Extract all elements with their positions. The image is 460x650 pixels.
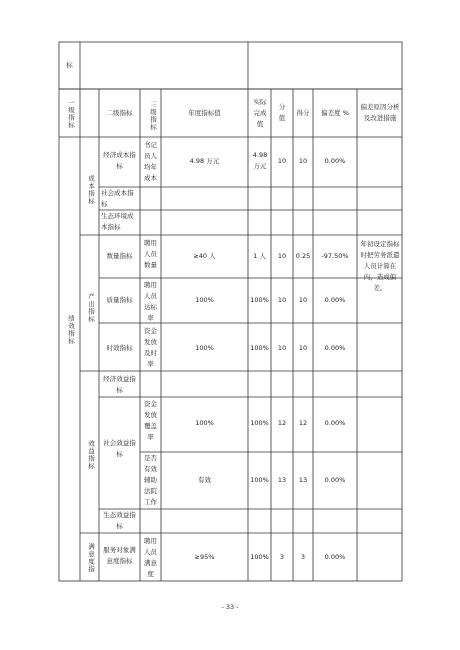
header-level2: 二级指标 xyxy=(106,109,133,117)
row-quality-score: 10 xyxy=(298,296,308,304)
row-timeliness-deviation: 0.00% xyxy=(324,344,346,352)
row-economic-cost-level3: 书记员人均年成本 xyxy=(144,141,157,182)
row-assist-score: 13 xyxy=(298,476,308,484)
row-economic-cost-score: 10 xyxy=(298,157,308,165)
row-economic-cost-deviation: 0.00% xyxy=(324,157,346,165)
row-economic-cost-actual: 4.98 万元 xyxy=(252,151,268,170)
row-assist-weight: 13 xyxy=(277,476,287,484)
group-satisfaction: 满意度指 xyxy=(87,543,95,573)
header-score: 得分 xyxy=(296,109,310,117)
row-satisfaction-score: 3 xyxy=(300,553,306,561)
row-economic-cost-level2: 经济成本指标 xyxy=(103,151,136,170)
row-assist-actual: 100% xyxy=(250,476,269,484)
row-social-benefit-level2: 社会效益指标 xyxy=(103,439,136,458)
header-level1: 一级指标 xyxy=(67,99,75,129)
row-quantity-actual: 1 人 xyxy=(253,252,266,260)
row-satisfaction-actual: 100% xyxy=(250,553,269,561)
group-benefit: 效益指标 xyxy=(87,440,95,470)
top-row-label: 标 xyxy=(66,61,73,69)
row-quality-deviation: 0.00% xyxy=(324,296,346,304)
header-actual: 实际完成值 xyxy=(253,98,267,128)
row-quantity-reason: 年初设定指标时把劳务派遣人员计算在内，造成偏差。 xyxy=(360,240,400,292)
row-quality-level3: 聘用人员达标率 xyxy=(144,281,157,322)
row-quality-target: 100% xyxy=(195,296,214,304)
page-number: - 33 - xyxy=(221,603,239,611)
header-deviation: 偏差度 % xyxy=(321,109,349,117)
group-output: 产出指标 xyxy=(87,293,95,323)
row-coverage-actual: 100% xyxy=(250,419,269,427)
row-social-cost-level2: 社会成本指标 xyxy=(101,189,134,208)
row-satisfaction-level3: 聘用人员满意度 xyxy=(144,537,157,578)
row-timeliness-target: 100% xyxy=(195,344,214,352)
row-coverage-weight: 12 xyxy=(277,419,287,427)
row-assist-deviation: 0.00% xyxy=(324,476,346,484)
row-coverage-deviation: 0.00% xyxy=(324,419,346,427)
header-weight: 分值 xyxy=(278,103,286,122)
row-satisfaction-level2: 服务对象满意度指标 xyxy=(103,546,136,565)
row-economic-benefit-level2: 经济效益指标 xyxy=(103,375,136,394)
row-timeliness-actual: 100% xyxy=(250,344,269,352)
row-satisfaction-weight: 3 xyxy=(279,553,285,561)
row-economic-cost-weight: 10 xyxy=(277,157,287,165)
row-coverage-target: 100% xyxy=(195,419,214,427)
performance-label: 绩效指标 xyxy=(67,315,75,345)
header-reason: 偏差原因分析及改进措施 xyxy=(360,103,400,122)
row-quantity-deviation: -97.50% xyxy=(321,252,349,260)
row-timeliness-level2: 时效指标 xyxy=(106,344,133,352)
row-quantity-score: 0.25 xyxy=(295,252,311,260)
row-quantity-level2: 数量指标 xyxy=(106,252,133,260)
row-eco-benefit-level2: 生态效益指标 xyxy=(103,511,136,530)
row-coverage-score: 12 xyxy=(298,419,308,427)
row-coverage-level3: 资金发放覆盖率 xyxy=(144,400,157,441)
row-satisfaction-deviation: 0.00% xyxy=(324,553,346,561)
row-quantity-level3: 聘用人员数量 xyxy=(144,239,157,269)
group-cost: 成本指标 xyxy=(87,175,95,205)
row-economic-cost-target: 4.98 万元 xyxy=(189,157,220,165)
row-assist-target: 有效 xyxy=(198,476,211,484)
row-timeliness-score: 10 xyxy=(298,344,308,352)
row-assist-level3: 是否有效辅助法院工作 xyxy=(144,454,157,506)
header-annual-target: 年度指标值 xyxy=(188,109,221,117)
row-quantity-weight: 10 xyxy=(277,252,287,260)
row-quality-level2: 质量指标 xyxy=(106,296,133,304)
row-quality-actual: 100% xyxy=(250,296,269,304)
header-level3: 三级指标 xyxy=(149,101,157,131)
row-timeliness-level3: 资金发放及时率 xyxy=(144,327,157,368)
row-eco-cost-level2: 生态环境成本指标 xyxy=(101,212,134,231)
row-quality-weight: 10 xyxy=(277,296,287,304)
row-satisfaction-target: ≥95% xyxy=(194,553,215,561)
row-quantity-target: ≥40 人 xyxy=(193,252,216,260)
row-timeliness-weight: 10 xyxy=(277,344,287,352)
